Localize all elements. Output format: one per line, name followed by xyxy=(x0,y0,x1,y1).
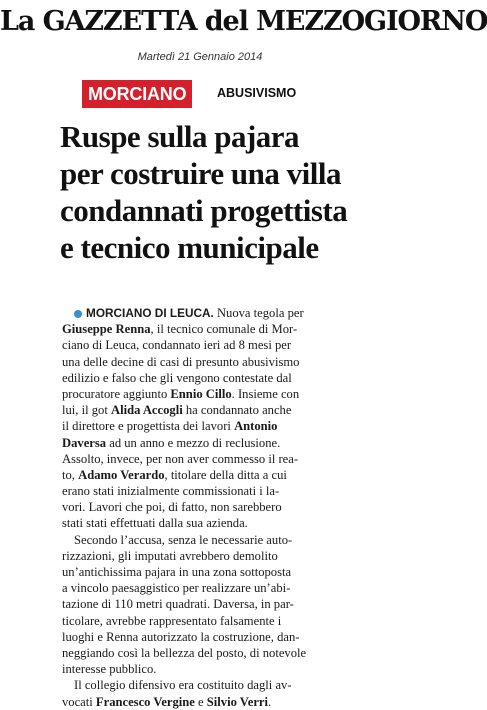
article-text: . Insieme con xyxy=(231,386,300,401)
article-line xyxy=(62,613,375,629)
article-text: stati stati effettuati dalla sua azienda. xyxy=(62,516,248,531)
article-text: ha condannato anche xyxy=(182,403,292,418)
person-name: Adamo Verardo xyxy=(78,467,165,482)
article-text: . xyxy=(268,694,272,709)
headline-line: per costruire una villa xyxy=(60,156,341,191)
article-line xyxy=(62,451,375,467)
article-line xyxy=(62,354,375,370)
headline-line: e tecnico municipale xyxy=(60,230,319,265)
person-name: Ennio Cillo xyxy=(170,386,232,401)
article-text: neggiando così la bellezza del posto, di notevole xyxy=(62,645,307,660)
person-name: Francesco Vergine xyxy=(95,694,195,709)
person-name: Daversa xyxy=(62,435,107,450)
article-text: tazione di 110 metri quadrati. Daversa, in par- xyxy=(62,597,294,612)
article-text: e xyxy=(194,694,207,709)
article-line xyxy=(62,661,375,677)
article-line xyxy=(62,629,375,645)
article-line xyxy=(62,596,375,612)
article-line xyxy=(62,564,375,580)
headline xyxy=(60,118,390,266)
publication-date: Martedì 21 Gennaio 2014 xyxy=(137,51,263,63)
article-line xyxy=(62,580,375,596)
article-line xyxy=(62,305,375,321)
article-text: , il tecnico comunale di Mor- xyxy=(150,322,298,337)
article-text: erano stati inizialmente commissionati i la- xyxy=(62,484,280,499)
article-text: Il collegio difensivo era costituito dagli av- xyxy=(74,678,292,693)
article-line xyxy=(62,418,375,434)
article-text: ticolare, avrebbe rappresentato falsamente i xyxy=(62,613,282,628)
headline-line: Ruspe sulla pajara xyxy=(60,119,300,154)
article-line xyxy=(62,386,375,402)
article-text: Nuova tegola per xyxy=(213,306,304,320)
article-line xyxy=(62,694,375,710)
article-text: un’antichissima pajara in una zona sottoposta xyxy=(62,565,292,579)
article-text: luoghi e Renna autorizzato la costruzione, dan- xyxy=(62,629,300,644)
article-line xyxy=(62,370,375,386)
article-text: una delle decine di casi di presunto abusivismo xyxy=(62,354,300,369)
person-name: Giuseppe Renna xyxy=(62,322,151,337)
article-line xyxy=(62,467,375,483)
article-text: ciano di Leuca, condannato ieri ad 8 mesi per xyxy=(62,338,292,353)
article-body xyxy=(62,305,375,710)
bullet-dot-icon xyxy=(74,310,82,318)
article-line xyxy=(62,483,375,499)
article-line xyxy=(62,337,375,353)
article-line xyxy=(62,435,375,451)
article-line xyxy=(62,515,375,531)
article-line xyxy=(62,677,375,693)
article-text: vocati xyxy=(62,694,96,709)
article-text: ad un anno e mezzo di reclusione. xyxy=(106,435,281,450)
article-text: edilizio e falso che gli vengono contestate dal xyxy=(62,370,292,385)
article-line xyxy=(62,402,375,418)
article-text: Assolto, invece, per non aver commesso il rea- xyxy=(62,451,299,466)
article-line xyxy=(62,548,375,564)
dateline: MORCIANO DI LEUCA. xyxy=(86,306,214,320)
article-text: lui, il got xyxy=(62,403,111,418)
person-name: Alida Accogli xyxy=(110,403,183,418)
article-text: vori. Lavori che poi, di fatto, non sarebbero xyxy=(62,500,282,515)
article-text: interesse pubblico. xyxy=(62,662,157,677)
person-name: Antonio xyxy=(234,419,278,434)
article-line xyxy=(62,321,375,337)
newspaper-masthead: La GAZZETTA del MEZZOGIORNO xyxy=(0,6,487,37)
article-text: rizzazioni, gli imputati avrebbero demolito xyxy=(62,548,278,563)
article-text: a vincolo paesaggistico per realizzare un’abi- xyxy=(62,581,291,596)
article-line xyxy=(62,532,375,548)
article-text: Secondo l’accusa, senza le necessarie auto- xyxy=(74,532,293,547)
article-line xyxy=(62,645,375,661)
article-text: il direttore e progettista dei lavori xyxy=(62,419,235,434)
topic-kicker: ABUSIVISMO xyxy=(217,86,297,100)
person-name: Silvio Verri xyxy=(206,694,269,709)
article-text: procuratore aggiunto xyxy=(62,386,171,401)
section-badge: MORCIANO xyxy=(82,80,192,108)
article-text: , titolare della ditta a cui xyxy=(164,467,287,482)
headline-line: condannati progettista xyxy=(60,193,348,228)
article-line xyxy=(62,499,375,515)
article-text: to, xyxy=(62,467,79,482)
